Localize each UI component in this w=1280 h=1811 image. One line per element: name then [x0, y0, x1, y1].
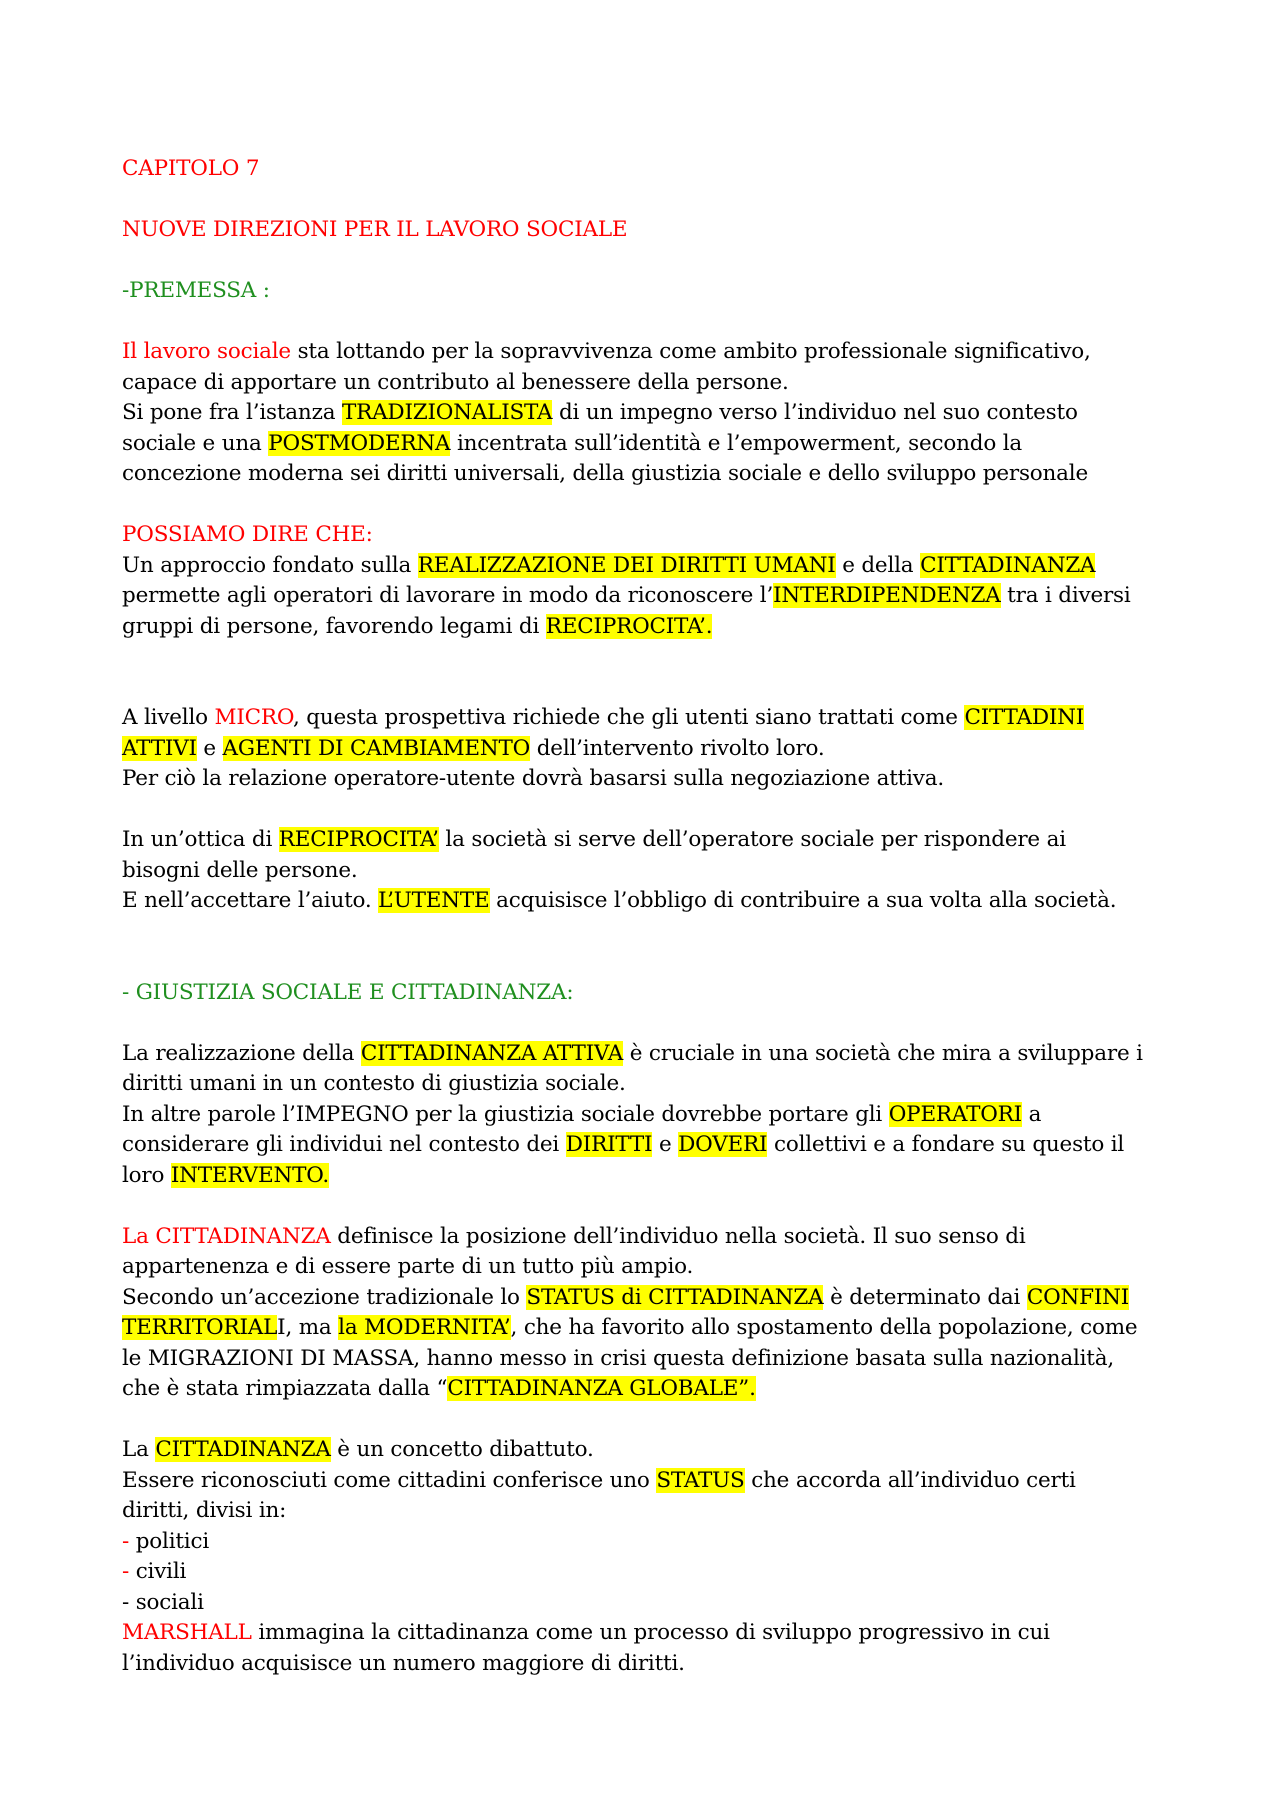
text-run: A livello — [122, 705, 215, 730]
blank-line — [122, 307, 1182, 338]
text-line — [122, 1374, 1182, 1405]
text-run: appartenenza e di essere parte di un tutto più ampio. — [122, 1254, 694, 1279]
text-run: In altre parole l’IMPEGNO per la giustizia sociale dovrebbe portare gli — [122, 1101, 889, 1127]
text-line — [122, 276, 1182, 307]
blank-line — [122, 1191, 1182, 1222]
text-run: e — [196, 735, 223, 761]
highlighted-term: POSTMODERNA — [268, 430, 451, 456]
text-run: sta lottando per la sopravvivenza come ambito professionale significativo, — [290, 339, 1091, 364]
text-run: diritti umani in un contesto di giustizia sociale. — [122, 1071, 626, 1096]
highlighted-term: DIRITTI — [565, 1132, 653, 1157]
text-run: diritti, divisi in: — [122, 1498, 287, 1523]
text-run: In un’ottica di — [122, 827, 279, 852]
text-run: - sociali — [122, 1589, 204, 1615]
blank-line — [122, 917, 1182, 948]
text-line — [122, 886, 1182, 917]
text-run: Essere riconosciuti come cittadini conferisce uno — [122, 1467, 657, 1493]
colored-text: NUOVE DIREZIONI PER IL LAVORO SOCIALE — [122, 217, 628, 242]
highlighted-term: CITTADINANZA GLOBALE”. — [447, 1376, 756, 1401]
colored-text: - GIUSTIZIA SOCIALE E CITTADINANZA: — [122, 979, 574, 1005]
colored-text: Il lavoro sociale — [122, 339, 291, 364]
colored-text: MICRO — [214, 705, 294, 730]
text-run: , questa prospettiva richiede che gli utenti siano trattati come — [293, 705, 965, 730]
text-line — [122, 1588, 1182, 1619]
highlighted-term: AGENTI DI CAMBIAMENTO — [222, 735, 531, 761]
highlighted-term: L’UTENTE — [378, 888, 490, 913]
highlighted-term: CONFINI — [1026, 1284, 1130, 1310]
blank-line — [122, 490, 1182, 521]
text-run: , che ha favorito allo spostamento della popolazione, come — [510, 1315, 1138, 1340]
document-body — [122, 154, 1182, 1679]
text-line — [122, 520, 1182, 551]
highlighted-term: RECIPROCITA’. — [545, 613, 713, 639]
text-run: acquisisce l’obbligo di contribuire a sua volta alla società. — [489, 888, 1117, 913]
colored-text: MARSHALL — [122, 1620, 252, 1645]
text-run: Secondo un’accezione tradizionale lo — [122, 1284, 527, 1310]
text-run: a — [1021, 1101, 1042, 1127]
text-run: loro — [122, 1162, 171, 1188]
highlighted-term: STATUS — [656, 1467, 745, 1493]
text-run: che accorda all’individuo certi — [744, 1467, 1076, 1493]
text-run: La realizzazione della — [122, 1040, 361, 1066]
text-line — [122, 1466, 1182, 1497]
text-run: politici — [129, 1528, 210, 1554]
text-line — [122, 1557, 1182, 1588]
text-run: che è stata rimpiazzata dalla “ — [122, 1376, 448, 1401]
text-line — [122, 1649, 1182, 1680]
text-run: di un impegno verso l’individuo nel suo contesto — [552, 400, 1078, 425]
text-line — [122, 856, 1182, 887]
blank-line — [122, 1405, 1182, 1436]
highlighted-term: CITTADINI — [964, 705, 1085, 730]
text-run: Per ciò la relazione operatore-utente dovrà basarsi sulla negoziazione attiva. — [122, 766, 944, 791]
text-run: concezione moderna sei diritti universali, della giustizia sociale e dello sviluppo personale — [122, 461, 1088, 486]
blank-line — [122, 1008, 1182, 1039]
blank-line — [122, 642, 1182, 673]
text-line — [122, 368, 1182, 399]
text-line — [122, 1130, 1182, 1161]
highlighted-term: TRADIZIONALISTA — [341, 400, 553, 425]
highlighted-term: ATTIVI — [122, 735, 197, 761]
highlighted-term: CITTADINANZA — [155, 1437, 331, 1462]
text-line — [122, 459, 1182, 490]
colored-text: - — [122, 1528, 130, 1554]
text-run: sociale e una — [122, 430, 269, 456]
text-run: dell’intervento rivolto loro. — [530, 735, 825, 761]
text-run: civili — [129, 1559, 187, 1584]
text-run: è un concetto dibattuto. — [330, 1437, 594, 1462]
text-line — [122, 703, 1182, 734]
text-run: immagina la cittadinanza come un processo di sviluppo progressivo in cui — [251, 1620, 1050, 1645]
text-run: incentrata sull’identità e l’empowerment, secondo la — [450, 430, 1022, 456]
text-line — [122, 764, 1182, 795]
text-line — [122, 1496, 1182, 1527]
text-line — [122, 825, 1182, 856]
colored-text: -PREMESSA : — [122, 278, 270, 303]
text-line — [122, 1527, 1182, 1558]
text-run: E nell’accettare l’aiuto. — [122, 888, 379, 913]
text-line — [122, 1069, 1182, 1100]
text-line — [122, 551, 1182, 582]
text-line — [122, 1222, 1182, 1253]
text-run: definisce la posizione dell’individuo nella società. Il suo senso di — [330, 1223, 1026, 1249]
text-line — [122, 612, 1182, 643]
highlighted-term: INTERVENTO. — [170, 1162, 330, 1188]
text-run: bisogni delle persone. — [122, 857, 358, 883]
highlighted-term: REALIZZAZIONE DEI DIRITTI UMANI — [417, 552, 836, 578]
text-run: la società si serve dell’operatore sociale per rispondere ai — [438, 827, 1066, 852]
text-run: collettivi e a fondare su questo il — [767, 1132, 1125, 1157]
blank-line — [122, 795, 1182, 826]
text-line — [122, 1252, 1182, 1283]
highlighted-term: RECIPROCITA’ — [278, 827, 439, 852]
text-run: è determinato dai — [823, 1284, 1027, 1310]
text-line — [122, 1435, 1182, 1466]
blank-line — [122, 673, 1182, 704]
text-line — [122, 1283, 1182, 1314]
text-run: I, ma — [277, 1315, 339, 1340]
text-run: tra i diversi — [1000, 583, 1131, 608]
text-line — [122, 1161, 1182, 1192]
highlighted-term: CITTADINANZA ATTIVA — [360, 1040, 624, 1066]
text-run: è cruciale in una società che mira a sviluppare i — [623, 1040, 1143, 1066]
text-line — [122, 978, 1182, 1009]
text-run: Un approccio fondato sulla — [122, 552, 418, 578]
colored-text: CAPITOLO 7 — [122, 156, 260, 181]
text-run: La — [122, 1437, 156, 1462]
text-run: gruppi di persone, favorendo legami di — [122, 613, 546, 639]
colored-text: La CITTADINANZA — [122, 1223, 331, 1249]
highlighted-term: INTERDIPENDENZA — [773, 583, 1001, 608]
highlighted-term: OPERATORI — [888, 1101, 1022, 1127]
text-run: le MIGRAZIONI DI MASSA, hanno messo in crisi questa definizione basata sulla nazionalità, — [122, 1345, 1114, 1371]
text-line — [122, 734, 1182, 765]
text-line — [122, 154, 1182, 185]
highlighted-term: TERRITORIAL — [122, 1315, 278, 1340]
text-line — [122, 337, 1182, 368]
blank-line — [122, 947, 1182, 978]
colored-text: - — [122, 1559, 130, 1584]
text-line — [122, 1618, 1182, 1649]
blank-line — [122, 246, 1182, 277]
text-line — [122, 1344, 1182, 1375]
text-run: Si pone fra l’istanza — [122, 400, 342, 425]
highlighted-term: STATUS di CITTADINANZA — [526, 1284, 824, 1310]
text-line — [122, 215, 1182, 246]
text-run: permette agli operatori di lavorare in modo da riconoscere l’ — [122, 583, 774, 608]
blank-line — [122, 185, 1182, 216]
text-line — [122, 429, 1182, 460]
text-line — [122, 581, 1182, 612]
text-run: capace di apportare un contributo al benessere della persone. — [122, 369, 789, 395]
highlighted-term: la MODERNITA’ — [338, 1315, 511, 1340]
text-run: l’individuo acquisisce un numero maggiore di diritti. — [122, 1650, 685, 1676]
text-run: considerare gli individui nel contesto dei — [122, 1132, 566, 1157]
highlighted-term: CITTADINANZA — [920, 552, 1096, 578]
text-line — [122, 1100, 1182, 1131]
highlighted-term: DOVERI — [678, 1132, 768, 1157]
text-run: e — [652, 1132, 679, 1157]
text-line — [122, 398, 1182, 429]
text-run: e della — [835, 552, 921, 578]
text-line — [122, 1039, 1182, 1070]
colored-text: POSSIAMO DIRE CHE: — [122, 522, 373, 547]
text-line — [122, 1313, 1182, 1344]
